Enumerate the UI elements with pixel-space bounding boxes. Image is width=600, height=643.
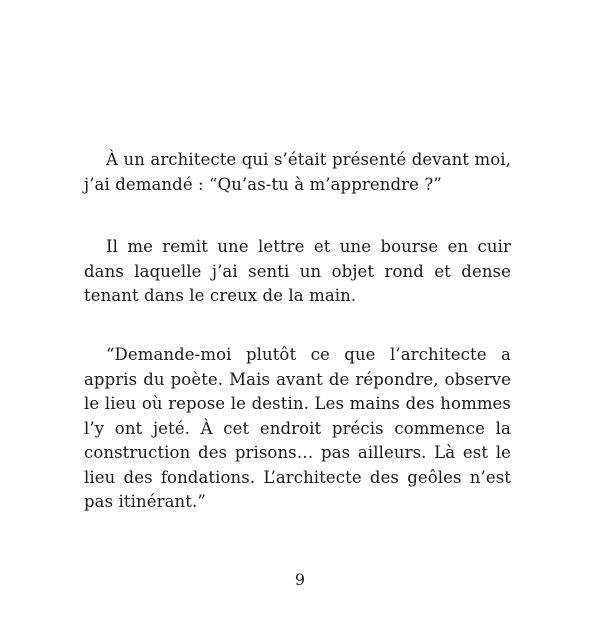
- paragraph-architect-reply: “Demande-moi plutôt ce que l’architecte a appris du poète. Mais avant de répondre, observe le lieu où repose le destin. Les mains des hommes l’y ont jeté. À cet endroit précis commence la construction des prisons… pas ailleurs. Là est le lieu des fondations. L’architecte des geôles n’est pas itinérant.”: [84, 345, 511, 511]
- paragraph-architect-question: À un architecte qui s’était présenté devant moi, j’ai demandé : “Qu’as-tu à m’apprendre ?”: [84, 150, 511, 194]
- page-number: 9: [294, 570, 306, 589]
- paragraph-letter-and-purse: Il me remit une lettre et une bourse en cuir dans laquelle j’ai senti un objet rond et dense tenant dans le creux de la main.: [84, 237, 511, 305]
